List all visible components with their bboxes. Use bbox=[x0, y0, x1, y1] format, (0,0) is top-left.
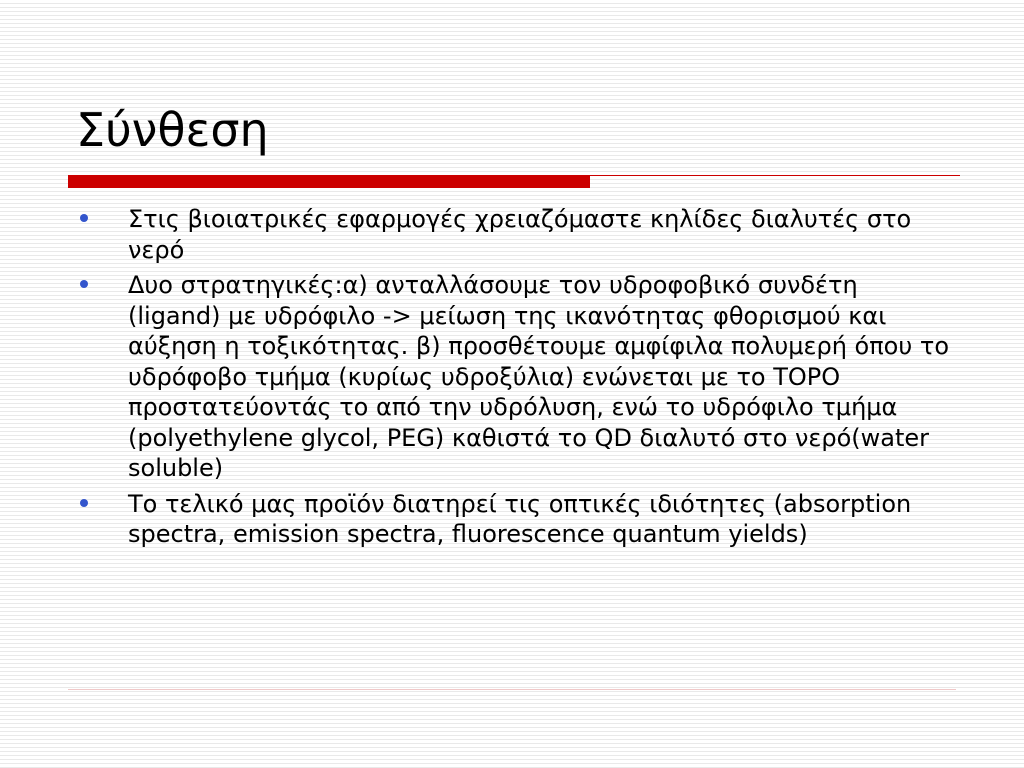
bullet-dot-icon bbox=[80, 280, 88, 288]
bullet-dot-icon bbox=[80, 214, 88, 222]
bullet-list bbox=[76, 204, 956, 555]
slide-title: Σύνθεση bbox=[76, 103, 269, 157]
bullet-text: Στις βιοιατρικές εφαρμογές χρειαζόμαστε κηλίδες διαλυτές στο νερό bbox=[128, 205, 912, 264]
bullet-dot-icon bbox=[80, 499, 88, 507]
bullet-item bbox=[76, 489, 956, 550]
bullet-text: Το τελικό μας προϊόν διατηρεί τις οπτικές ιδιότητες (absorption spectra, emission spectra, fluorescence quantum yields) bbox=[128, 489, 912, 548]
title-underline-bar bbox=[68, 175, 590, 188]
bullet-item bbox=[76, 204, 956, 265]
bullet-text: Δυο στρατηγικές:α) ανταλλάσουμε τον υδροφοβικό συνδέτη (ligand) με υδρόφιλο -> μείωση της ικανότητας φθορισμού και αύξηση η τοξικότητας. β) προσθέτουμε αμφίφιλα πολυμερή όπου το υδρόφοβο τμήμα (κυρίως υδροξύλια) ενώνεται με το TOPO προστατεύοντάς το από την υδρόλυση, ενώ το υδρόφιλο τμήμα (polyethylene glycol, PEG) καθιστά το QD διαλυτό στο νερό(water soluble) bbox=[128, 271, 950, 482]
bullet-item bbox=[76, 270, 956, 484]
title-underline-thin bbox=[590, 175, 960, 176]
footer-divider bbox=[68, 689, 956, 690]
